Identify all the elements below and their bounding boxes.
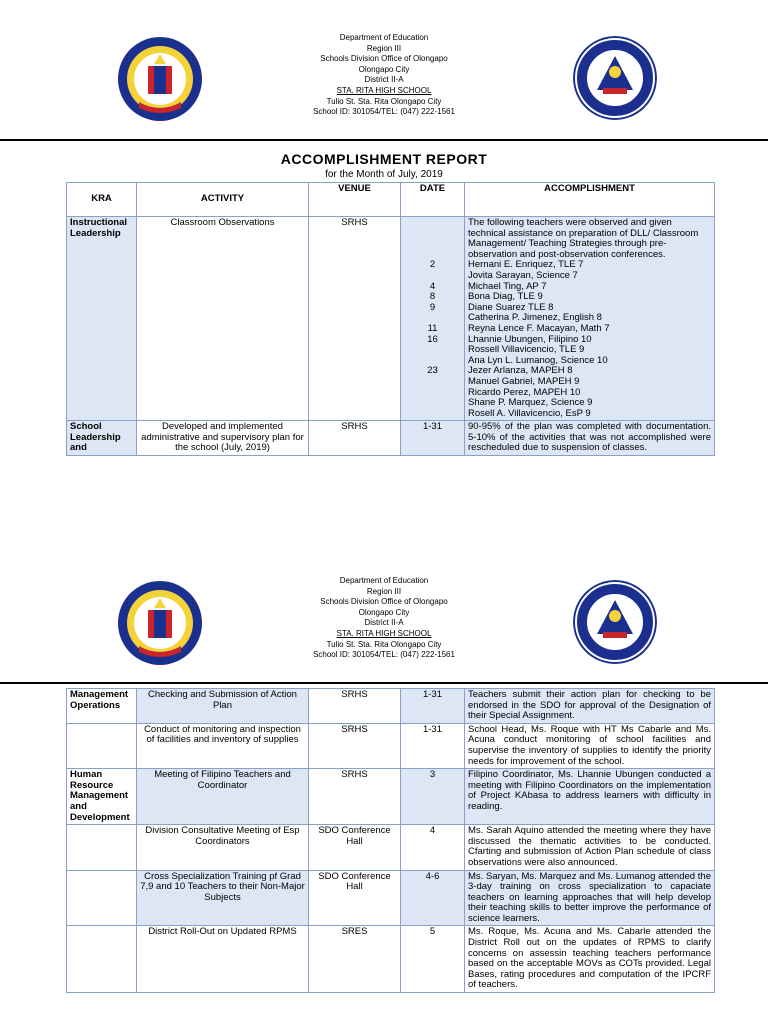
date-value: 4 xyxy=(429,280,436,292)
letterhead-text xyxy=(230,576,538,661)
kra-cell: Human Resource Management and Development xyxy=(67,769,137,825)
teacher-item: Reyna Lence F. Macayan, Math 7 xyxy=(468,322,610,334)
kra-cell xyxy=(67,926,137,993)
activity-cell: Meeting of Filipino Teachers and Coordinator xyxy=(137,769,309,825)
table-header-row xyxy=(67,183,715,217)
accomplishment-intro: The following teachers were observed and given technical assistance on preparation of DLL/ Classroom Management/ Teaching Strategies through pre-observation and post-observation conferences. xyxy=(468,217,699,260)
table-row xyxy=(67,689,715,724)
date-value xyxy=(404,345,461,356)
venue-cell: SRHS xyxy=(309,723,401,768)
teacher-item: Rossell Villavicencio, TLE 9 xyxy=(468,344,585,356)
activity-cell: Cross Specialization Training pf Grad 7,9 and 10 Teachers to their Non-Major Subjects xyxy=(137,870,309,926)
accomplishment-cell: Ms. Saryan, Ms. Marquez and Ms. Lumanog attended the 3-day training on cross specialization to capaciate teachers on learning approaches that will help develop their teaching skills to better improve the performance of science learners. xyxy=(465,870,715,926)
venue-cell: SRHS xyxy=(309,217,401,421)
date-value: 11 xyxy=(427,322,438,334)
kra-cell: Management Operations xyxy=(67,689,137,724)
table-row xyxy=(67,870,715,926)
header-kra: KRA xyxy=(67,183,137,217)
activity-cell: Developed and implemented administrative and supervisory plan for the school (July, 2019) xyxy=(137,421,309,456)
letterhead-line: Schools Division Office of Olongapo xyxy=(320,597,448,607)
letterhead-line: Region III xyxy=(366,586,402,596)
teacher-item: Jovita Sarayan, Science 7 xyxy=(468,269,578,281)
kra-cell xyxy=(67,723,137,768)
date-cell: 5 xyxy=(401,926,465,993)
activity-cell: Division Consultative Meeting of Esp Coordinators xyxy=(137,825,309,870)
teacher-item: Catherina P. Jimenez, English 8 xyxy=(468,312,602,324)
letterhead-line: Schools Division Office of Olongapo xyxy=(320,54,448,64)
school-id: School ID: 301054/TEL: (047) 222-1561 xyxy=(313,650,455,660)
date-cell: 4-6 xyxy=(401,870,465,926)
report-table-page-2 xyxy=(66,688,715,993)
activity-cell: Conduct of monitoring and inspection of facilities and inventory of supplies xyxy=(137,723,309,768)
date-value: 2 xyxy=(429,259,436,271)
letterhead-line: District II-A xyxy=(364,618,404,628)
date-value xyxy=(404,409,461,420)
table-row xyxy=(67,217,715,421)
header-accomplishment: ACCOMPLISHMENT xyxy=(465,183,715,217)
table-row xyxy=(67,769,715,825)
teacher-item: Shane P. Marquez, Science 9 xyxy=(468,397,593,409)
venue-cell: SDO Conference Hall xyxy=(309,825,401,870)
date-cell: 4 xyxy=(401,825,465,870)
teacher-item: Manuel Gabriel, MAPEH 9 xyxy=(468,375,580,387)
header-date: DATE xyxy=(401,183,465,217)
report-title: ACCOMPLISHMENT REPORT xyxy=(280,151,488,167)
header-activity: ACTIVITY xyxy=(137,183,309,217)
kra-cell: Instructional Leadership xyxy=(67,217,137,421)
date-value xyxy=(404,398,461,409)
date-value: 16 xyxy=(427,333,438,345)
date-value: 23 xyxy=(427,365,438,377)
table-row xyxy=(67,825,715,870)
header-rule xyxy=(0,139,768,141)
venue-cell: SRHS xyxy=(309,769,401,825)
deped-seal-icon xyxy=(573,36,657,120)
school-seal-icon xyxy=(117,580,203,666)
accomplishment-cell: School Head, Ms. Roque with HT Ms Cabarle and Ms. Acuna conduct monitoring of school facilities and supervise the inventory of supplies to identify the priority needs for improvement of the school. xyxy=(465,723,715,768)
date-value xyxy=(404,377,461,388)
teacher-item: Jezer Arlanza, MAPEH 8 xyxy=(468,365,573,377)
teacher-item: Ana Lyn L. Lumanog, Science 10 xyxy=(468,354,608,366)
accomplishment-cell xyxy=(465,217,715,421)
teacher-item: Diane Suarez TLE 8 xyxy=(468,301,554,313)
teacher-item: Bona Diag, TLE 9 xyxy=(468,291,543,303)
activity-cell: Checking and Submission of Action Plan xyxy=(137,689,309,724)
kra-cell xyxy=(67,825,137,870)
table-row xyxy=(67,421,715,456)
school-id: School ID: 301054/TEL: (047) 222-1561 xyxy=(313,107,455,117)
date-cell: 1-31 xyxy=(401,421,465,456)
header-venue: VENUE xyxy=(309,183,401,217)
letterhead-line: Department of Education xyxy=(339,33,429,42)
activity-cell: District Roll-Out on Updated RPMS xyxy=(137,926,309,993)
teacher-item: Michael Ting, AP 7 xyxy=(468,280,547,292)
venue-cell: SRHS xyxy=(309,689,401,724)
date-cell: 3 xyxy=(401,769,465,825)
table-row xyxy=(67,723,715,768)
date-cell: 1-31 xyxy=(401,689,465,724)
date-value xyxy=(404,388,461,399)
report-subtitle: for the Month of July, 2019 xyxy=(325,169,443,180)
letterhead-line: Olongapo City xyxy=(358,64,410,74)
deped-seal-icon xyxy=(573,580,657,664)
teacher-item: Rosell A. Villavicencio, EsP 9 xyxy=(468,407,591,419)
school-address: Tulio St. Sta. Rita Olongapo City xyxy=(326,639,442,649)
venue-cell: SRHS xyxy=(309,421,401,456)
school-address: Tulio St. Sta. Rita Olongapo City xyxy=(326,96,442,106)
date-value xyxy=(404,271,461,282)
teacher-item: Hernani E. Enriquez, TLE 7 xyxy=(468,259,584,271)
venue-cell: SDO Conference Hall xyxy=(309,870,401,926)
accomplishment-cell: Teachers submit their action plan for checking to be endorsed in the SDO for approval of the Designation of their Special Assignment. xyxy=(465,689,715,724)
letterhead-text xyxy=(230,33,538,118)
date-value: 9 xyxy=(429,301,436,313)
table-row xyxy=(67,926,715,993)
date-cell xyxy=(401,217,465,421)
date-cell: 1-31 xyxy=(401,723,465,768)
letterhead-line: District II-A xyxy=(364,75,404,85)
venue-cell: SRES xyxy=(309,926,401,993)
date-value xyxy=(404,239,461,250)
header-rule xyxy=(0,682,768,684)
date-value xyxy=(404,218,461,229)
activity-cell: Classroom Observations xyxy=(137,217,309,421)
kra-cell xyxy=(67,870,137,926)
letterhead-line: Department of Education xyxy=(339,576,429,585)
teacher-item: Ricardo Perez, MAPEH 10 xyxy=(468,386,581,398)
report-table-page-1 xyxy=(66,182,715,456)
accomplishment-cell: Ms. Roque, Ms. Acuna and Ms. Cabarle attended the District Roll out on the updates of RPMS to clarify concerns on assessin teaching teachers performance based on the acceptable MOVs as COTs provided. Legal Bases, rating procedures and computation of the IPCRF of teachers. xyxy=(465,926,715,993)
date-value xyxy=(404,229,461,240)
accomplishment-cell: Ms. Sarah Aquino attended the meeting where they have discussed the thematic activities to be conducted. Cfarting and submission of Action Plan schedule of class observations were also announced. xyxy=(465,825,715,870)
teacher-item: Lhannie Ubungen, Filipino 10 xyxy=(468,333,592,345)
school-name: STA. RITA HIGH SCHOOL xyxy=(336,628,432,638)
date-value: 8 xyxy=(429,291,436,303)
school-seal-icon xyxy=(117,36,203,122)
kra-cell: School Leadership and xyxy=(67,421,137,456)
letterhead-line: Olongapo City xyxy=(358,607,410,617)
letterhead-line: Region III xyxy=(366,43,402,53)
accomplishment-cell: Filipino Coordinator, Ms. Lhannie Ubungen conducted a meeting with Filipino Coordinators on the implementation of Project KAbasa to address learners with difficulty in reading. xyxy=(465,769,715,825)
school-name: STA. RITA HIGH SCHOOL xyxy=(336,85,432,95)
accomplishment-cell: 90-95% of the plan was completed with documentation. 5-10% of the activities that was not accomplished were rescheduled due to suspension of classes. xyxy=(465,421,715,456)
